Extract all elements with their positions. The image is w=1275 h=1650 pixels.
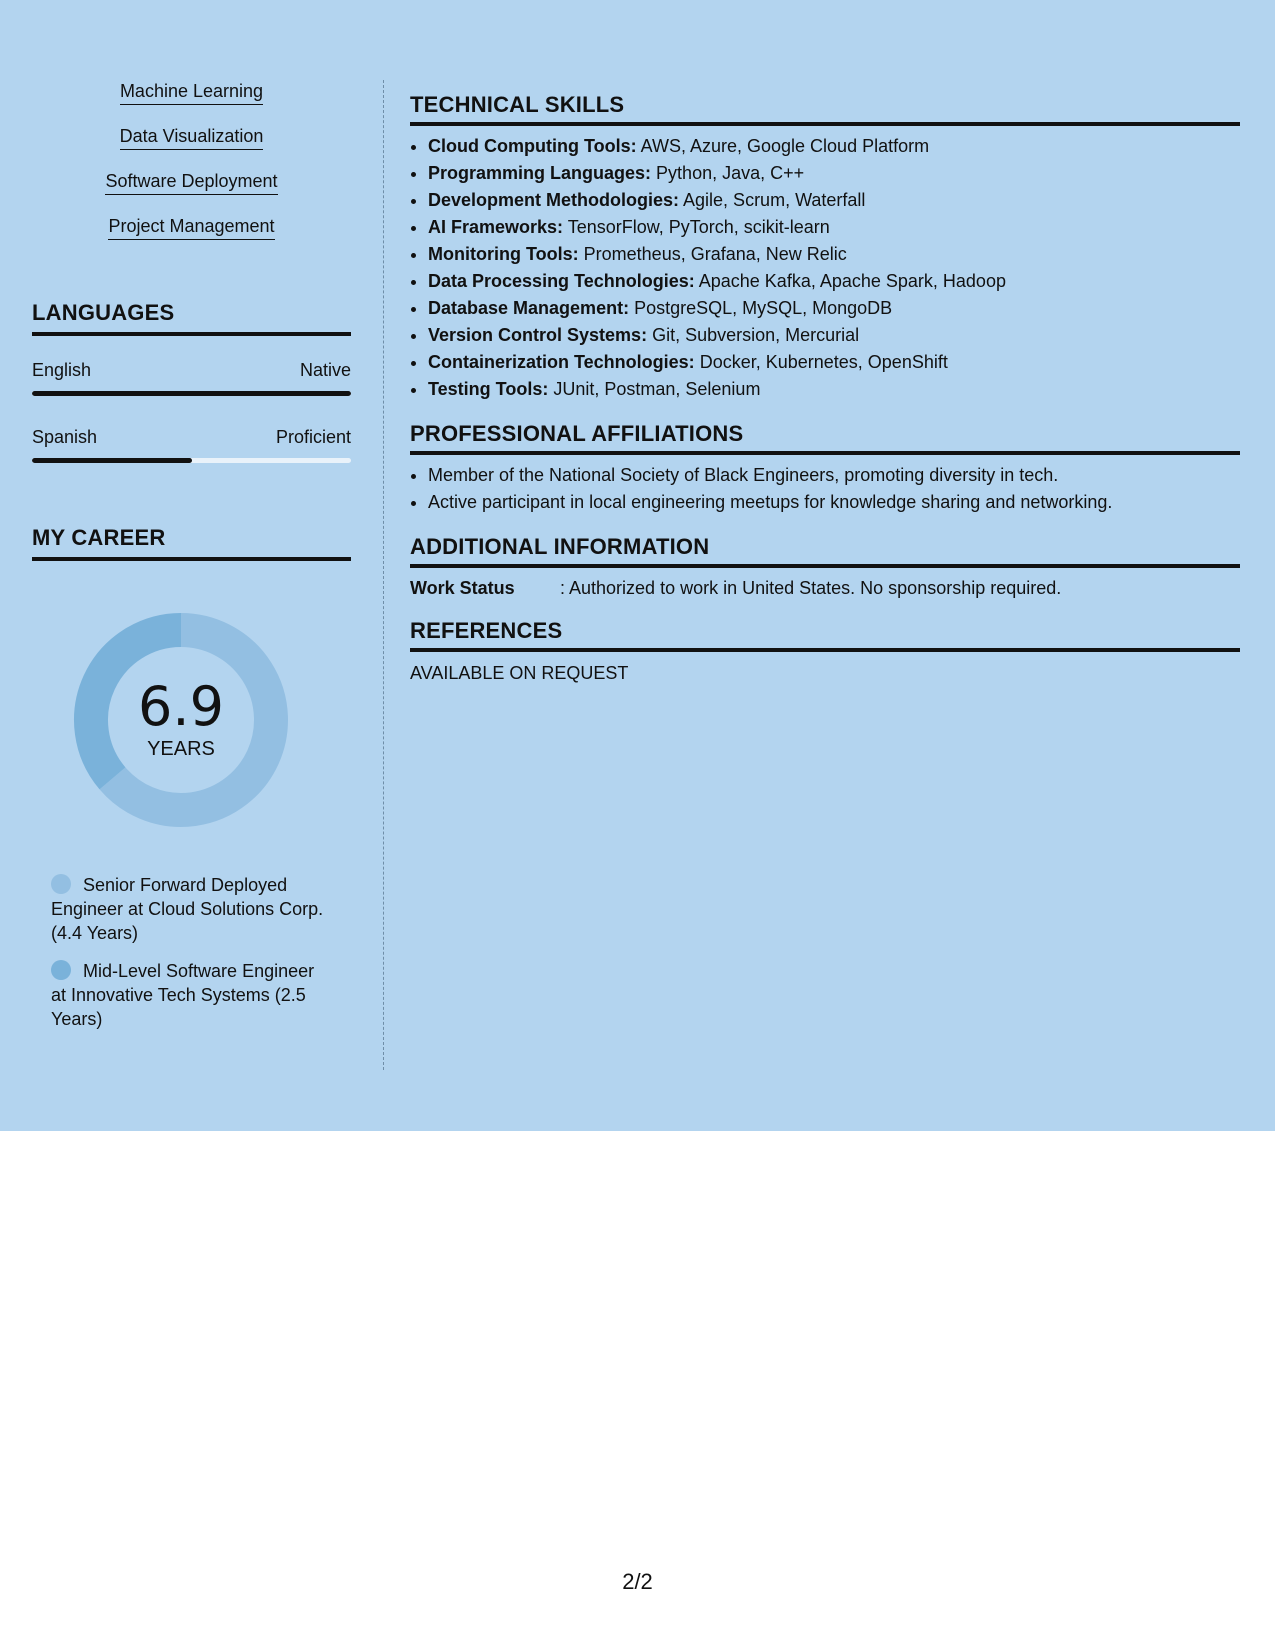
- skill-item: [32, 80, 351, 125]
- technical-skill-item: [428, 295, 1240, 322]
- language-bar-track: [32, 391, 351, 396]
- skill-values: Docker, Kubernetes, OpenShift: [699, 352, 948, 372]
- affiliations-heading: PROFESSIONAL AFFILIATIONS: [410, 421, 1240, 455]
- legend-dot: [51, 874, 71, 894]
- additional-info-heading: ADDITIONAL INFORMATION: [410, 534, 1240, 568]
- additional-info-section: [410, 534, 1240, 600]
- technical-skill-item: [428, 322, 1240, 349]
- languages-heading: LANGUAGES: [32, 300, 351, 336]
- language-row-spanish: [32, 426, 351, 463]
- language-bar-fill: [32, 391, 351, 396]
- skill-item: [32, 215, 351, 260]
- technical-skills-list: [428, 133, 1240, 403]
- technical-skills-section: [410, 92, 1240, 403]
- skill-values: Git, Subversion, Mercurial: [652, 325, 860, 345]
- main-column: [410, 92, 1240, 685]
- skill-category: AI Frameworks:: [428, 217, 564, 237]
- page-number: 2/2: [622, 1569, 653, 1594]
- legend-item: [51, 959, 331, 1031]
- skill-list: [32, 80, 351, 260]
- skill-values: AWS, Azure, Google Cloud Platform: [640, 136, 930, 156]
- legend-label: Mid-Level Software Engineer at Innovative Tech Systems (2.5 Years): [51, 961, 315, 1029]
- technical-skill-item: [428, 268, 1240, 295]
- affiliation-item: • Active participant in local engineering meetups for knowledge sharing and networking.: [428, 489, 1240, 516]
- skill-values: Apache Kafka, Apache Spark, Hadoop: [698, 271, 1006, 291]
- references-text: AVAILABLE ON REQUEST: [410, 663, 629, 683]
- skill-values: TensorFlow, PyTorch, scikit-learn: [567, 217, 830, 237]
- language-level: Native: [299, 360, 351, 380]
- skill-values: JUnit, Postman, Selenium: [553, 379, 761, 399]
- skill-category: Development Methodologies:: [428, 190, 680, 210]
- affiliation-item: • Member of the National Society of Black Engineers, promoting diversity in tech.: [428, 462, 1240, 489]
- language-row-english: [32, 359, 351, 396]
- legend-dot: [51, 960, 71, 980]
- technical-skills-heading: TECHNICAL SKILLS: [410, 92, 1240, 126]
- technical-skill-item: [428, 214, 1240, 241]
- career-heading: MY CAREER: [32, 525, 351, 561]
- language-name: English: [32, 360, 92, 380]
- legend-label: Senior Forward Deployed Engineer at Cloud Solutions Corp. (4.4 Years): [51, 875, 324, 943]
- career-legend: [51, 873, 331, 1031]
- donut-center: [66, 605, 296, 835]
- skill-item: [32, 170, 351, 215]
- technical-skill-item: [428, 241, 1240, 268]
- career-donut: [66, 605, 296, 835]
- skill-category: Monitoring Tools:: [428, 244, 579, 264]
- language-name: Spanish: [32, 427, 98, 447]
- skill-category: Containerization Technologies:: [428, 352, 695, 372]
- affiliations-section: [410, 421, 1240, 516]
- skill-values: Python, Java, C++: [656, 163, 805, 183]
- references-section: [410, 618, 1240, 685]
- language-bar-fill: [32, 458, 192, 463]
- references-heading: REFERENCES: [410, 618, 1240, 652]
- technical-skill-item: [428, 160, 1240, 187]
- technical-skill-item: [428, 349, 1240, 376]
- skill-label: Software Deployment: [105, 170, 277, 195]
- skill-label: Machine Learning: [120, 80, 263, 105]
- work-status-row: [410, 576, 1240, 600]
- skill-label: Project Management: [108, 215, 274, 240]
- legend-item: [51, 873, 331, 945]
- skill-category: Database Management:: [428, 298, 630, 318]
- career-unit: YEARS: [147, 738, 215, 760]
- career-total-years: 6.9: [138, 675, 224, 738]
- skill-category: Cloud Computing Tools:: [428, 136, 637, 156]
- skill-label: Data Visualization: [120, 125, 264, 150]
- column-divider: [383, 80, 384, 1070]
- skill-category: Data Processing Technologies:: [428, 271, 695, 291]
- skill-values: Agile, Scrum, Waterfall: [683, 190, 866, 210]
- affiliations-list: [428, 462, 1240, 516]
- skill-values: Prometheus, Grafana, New Relic: [583, 244, 847, 264]
- work-status-label: Work Status: [410, 578, 515, 598]
- work-status-value: : Authorized to work in United States. No sponsorship required.: [560, 578, 1062, 598]
- language-bar-track: [32, 458, 351, 463]
- skill-values: PostgreSQL, MySQL, MongoDB: [634, 298, 893, 318]
- language-level: Proficient: [275, 427, 351, 447]
- technical-skill-item: [428, 187, 1240, 214]
- skill-category: Programming Languages:: [428, 163, 652, 183]
- skill-category: Testing Tools:: [428, 379, 549, 399]
- sidebar: [32, 80, 351, 1045]
- skill-item: [32, 125, 351, 170]
- technical-skill-item: [428, 376, 1240, 403]
- technical-skill-item: [428, 133, 1240, 160]
- skill-category: Version Control Systems:: [428, 325, 648, 345]
